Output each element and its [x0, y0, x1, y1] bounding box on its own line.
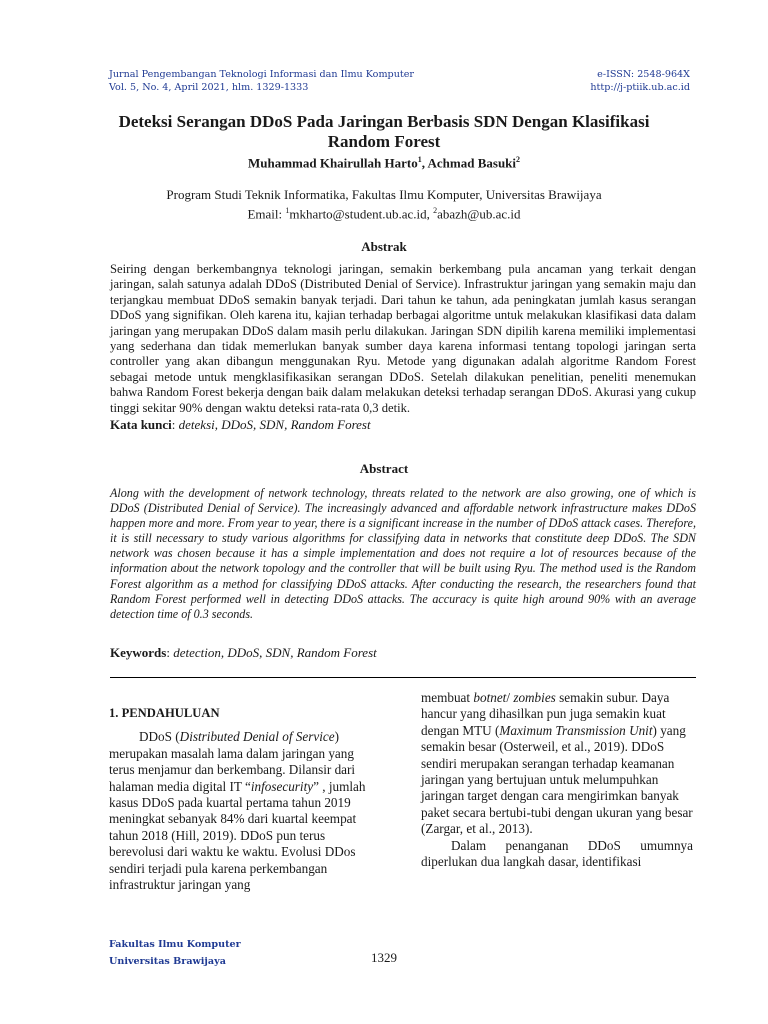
abstrak-body: Seiring dengan berkembangnya teknologi jaringan, semakin berkembang pula ancaman yang terkait dengan jaringan, salah satunya adalah DDoS (Distributed Denial of Service). Infrastruktur jaringan yang semakin maju dan terjangkau membuat DDoS semakin banyak terjadi. Dari tahun ke tahun, ada peningkatan jumlah kasus serangan DDoS yang signifikan. Oleh karena itu, kajian terhadap berbagai algoritme untuk melakukan klasifikasi data dalam jaringan yang merupakan DDoS dalam masih perlu dilakukan. Jaringan SDN dipilih karena memiliki implementasi yang sederhana dan tidak memerlukan banyak sumber daya karena informasi tentang topologi jaringan serta controller yang akan dibangun menggunakan Ryu. Metode yang digunakan adalah algoritme Random Forest sebagai metode untuk mengklasifikasikan serangan DDoS. Setelah dilakukan penelitian, peneliti menemukan bahwa Random Forest bekerja dengan baik dalam melakukan deteksi terhadap serangan DDoS. Akurasi yang cukup tinggi sekitar 90% dengan waktu deteksi rata-rata 0,3 detik.: [110, 262, 696, 415]
text-run: semakin subur. Daya hancur yang dihasilkan pun juga semakin kuat dengan MTU (: [421, 690, 670, 738]
intro-paragraph-1-cont: [421, 690, 693, 838]
footer-university: Universitas Brawijaya: [109, 956, 226, 967]
affiliation-block: [100, 187, 668, 222]
text-run: membuat: [421, 690, 474, 705]
body-column-left: [109, 690, 381, 893]
journal-issn: e-ISSN: 2548-964X: [597, 69, 690, 80]
email-1[interactable]: mkharto@student.ub.ac.id,: [289, 206, 434, 222]
author-1-mark: 1: [417, 155, 422, 164]
abstract-heading: Abstract: [359, 461, 409, 476]
kata-kunci-values: deteksi, DDoS, SDN, Random Forest: [178, 417, 371, 432]
text-run: /: [506, 690, 514, 705]
italic-term: Maximum Transmission Unit: [499, 722, 653, 738]
kata-kunci: Kata kunci: deteksi, DDoS, SDN, Random Forest: [110, 417, 371, 432]
intro-paragraph-2: Dalam penanganan DDoS umumnya diperlukan dua langkah dasar, identifikasi: [421, 837, 693, 870]
section-heading-pendahuluan: 1. PENDAHULUAN: [109, 706, 220, 720]
intro-paragraph-1: [109, 729, 381, 893]
journal-name: Jurnal Pengembangan Teknologi Informasi dan Ilmu Komputer: [109, 69, 414, 80]
journal-url[interactable]: http://j-ptiik.ub.ac.id: [590, 82, 690, 93]
italic-term: infosecurity: [250, 778, 314, 794]
journal-id: [590, 68, 690, 94]
keywords-values: detection, DDoS, SDN, Random Forest: [173, 645, 377, 660]
author-separator: ,: [421, 155, 428, 171]
author-2: Achmad Basuki: [427, 155, 517, 171]
page-number: 1329: [371, 950, 397, 965]
footer-faculty: Fakultas Ilmu Komputer: [109, 939, 241, 950]
kata-kunci-label: Kata kunci: [110, 417, 172, 432]
italic-term: Distributed Denial of Service: [179, 729, 335, 745]
body-column-right: [421, 690, 693, 870]
author-list: [100, 155, 668, 171]
text-run: ) yang semakin besar (Osterweil, et al., 2019). DDoS sendiri merupakan serangan terhadap keamanan jaringan yang bertujuan untuk melumpuhkan jaringan target dengan cara mengirimkan banyak paket secara bertubi-tubi dengan ukuran yang besar (Zargar, et al., 2013).: [421, 722, 693, 837]
keywords: Keywords: detection, DDoS, SDN, Random Forest: [110, 645, 377, 660]
text-run: ) merupakan masalah lama dalam jaringan yang terus menjamur dan berkembang. Dilansir dari halaman media digital IT “: [109, 729, 356, 794]
paper-title: Deteksi Serangan DDoS Pada Jaringan Berbasis SDN Dengan Klasifikasi Random Forest: [118, 112, 650, 151]
author-2-mark: 2: [516, 155, 521, 164]
email-2[interactable]: abazh@ub.ac.id: [437, 206, 521, 222]
text-run: ” , jumlah kasus DDoS pada kuartal pertama tahun 2019 meningkat sebanyak 84% dari kuartal keempat tahun 2018 (Hill, 2019). DDoS pun terus berevolusi dari waktu ke waktu. Evolusi DDos sendiri terjadi pula karena perkembangan infrastruktur jaringan yang: [109, 778, 366, 893]
email-1-mark: 1: [285, 206, 290, 215]
abstrak-heading: Abstrak: [361, 239, 407, 254]
abstract-body: Along with the development of network technology, threats related to the network are also growing, one of which is DDoS (Distributed Denial of Service). The increasingly advanced and affordable network infrastructure makes DDoS happen more and more. From year to year, there is a significant increase in the number of DDoS attack cases. Therefore, it is still necessary to study various algorithms for classifying data in networks that constitute deep DDoS. The SDN network was chosen because it has a simple implementation and does not require a lot of resources because of the information about the network topology and the controller that will be built using Ryu. The method used is the Random Forest algorithm as a method for classifying DDoS attacks. After conducting the research, the researchers found that Random Forest performed well in detecting DDoS attacks. The accuracy is quite high around 90% with an average detection time of 0.3 seconds.: [110, 486, 696, 621]
journal-header: [109, 68, 414, 94]
email-label: Email:: [247, 206, 286, 222]
keywords-label: Keywords: [110, 645, 167, 660]
journal-volume: Vol. 5, No. 4, April 2021, hlm. 1329-1333: [109, 82, 309, 93]
email-2-mark: 2: [433, 206, 438, 215]
section-divider: [110, 677, 696, 678]
author-1: Muhammad Khairullah Harto: [247, 155, 418, 171]
italic-term: botnet: [473, 690, 507, 705]
affiliation-email: [100, 203, 668, 222]
italic-term: zombies: [513, 690, 556, 705]
text-run: DDoS (: [139, 729, 180, 745]
affiliation-institution: Program Studi Teknik Informatika, Fakultas Ilmu Komputer, Universitas Brawijaya: [166, 187, 602, 202]
